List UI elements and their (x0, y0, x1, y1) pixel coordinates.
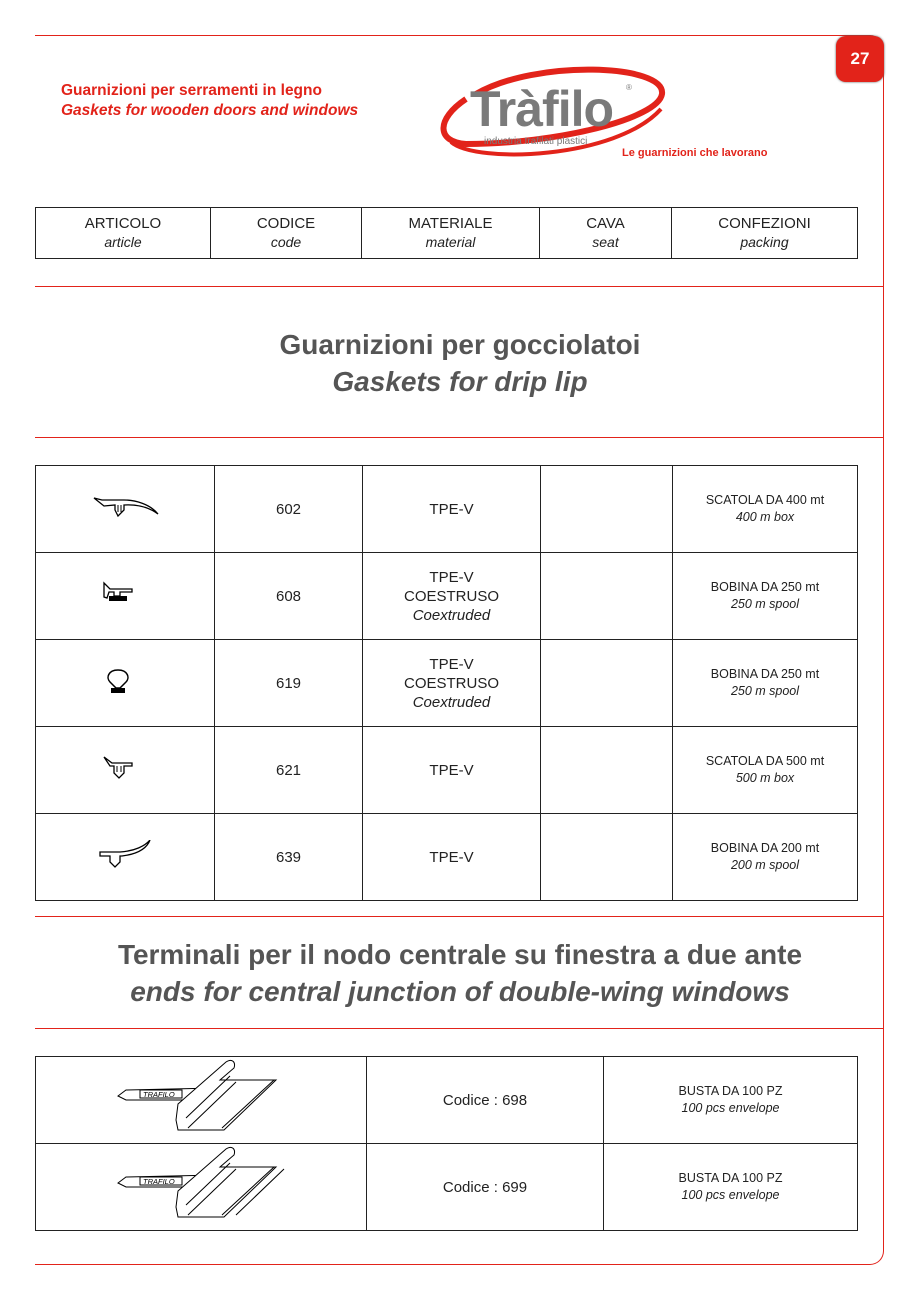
header-title-it: Guarnizioni per serramenti in legno (61, 82, 322, 99)
packing-cell: BOBINA DA 250 mt 250 m spool (673, 640, 858, 727)
packing-cell: BUSTA DA 100 PZ 100 pcs envelope (604, 1144, 858, 1231)
gasket-608-profile-icon (90, 579, 160, 609)
packing-cell: BOBINA DA 250 mt 250 m spool (673, 553, 858, 640)
gasket-602-profile-icon (90, 492, 160, 522)
gasket-619-profile-icon (90, 666, 160, 696)
seat-cell (541, 814, 673, 901)
seat-cell (541, 466, 673, 553)
header-title (61, 81, 358, 121)
logo-brand: Tràfilo (470, 81, 614, 137)
code-cell: 602 (215, 466, 363, 553)
packing-cell: BUSTA DA 100 PZ 100 pcs envelope (604, 1057, 858, 1144)
seat-cell (541, 553, 673, 640)
end-piece-1-drawing-icon (116, 1145, 286, 1225)
header-title-en: Gaskets for wooden doors and windows (61, 102, 359, 119)
drip-lip-table (35, 465, 858, 901)
divider (35, 286, 884, 287)
divider (35, 916, 884, 917)
material-cell: TPE-V (363, 727, 541, 814)
table-row (36, 640, 858, 727)
page-number-badge: 27 (836, 36, 884, 82)
material-cell: TPE-V COESTRUSO Coextruded (363, 553, 541, 640)
article-cell (36, 1057, 367, 1144)
seat-cell (541, 727, 673, 814)
article-cell (36, 553, 215, 640)
article-cell (36, 640, 215, 727)
table-row (36, 1144, 858, 1231)
table-row (36, 553, 858, 640)
code-cell: 608 (215, 553, 363, 640)
table-row (36, 814, 858, 901)
article-cell (36, 1144, 367, 1231)
article-cell (36, 466, 215, 553)
section1-title: Guarnizioni per gocciolatoi Gaskets for drip lip (279, 329, 641, 397)
material-cell: TPE-V (363, 814, 541, 901)
logo-subtitle: industria trafilati plastici (484, 136, 588, 147)
column-header-table (35, 207, 858, 259)
divider (35, 437, 884, 438)
col-seat: CAVA seat (540, 208, 672, 259)
code-cell: Codice : 698 (367, 1057, 604, 1144)
packing-cell: SCATOLA DA 500 mt 500 m box (673, 727, 858, 814)
material-cell: TPE-V COESTRUSO Coextruded (363, 640, 541, 727)
logo-tagline: Le guarnizioni che lavorano (622, 147, 768, 159)
col-article: ARTICOLO article (36, 208, 211, 259)
end-piece-0-drawing-icon (116, 1058, 286, 1138)
packing-cell: BOBINA DA 200 mt 200 m spool (673, 814, 858, 901)
trafilo-logo (436, 64, 796, 169)
code-cell: Codice : 699 (367, 1144, 604, 1231)
table-row (36, 466, 858, 553)
code-cell: 639 (215, 814, 363, 901)
section2-title: Terminali per il nodo centrale su finestra a due ante ends for central junction of double-wing windows (117, 939, 803, 1007)
gasket-621-profile-icon (90, 753, 160, 783)
packing-cell: SCATOLA DA 400 mt 400 m box (673, 466, 858, 553)
svg-text:®: ® (626, 83, 632, 92)
article-cell (36, 814, 215, 901)
col-code: CODICE code (211, 208, 362, 259)
code-cell: 621 (215, 727, 363, 814)
col-material: MATERIALE material (362, 208, 540, 259)
divider (35, 1028, 884, 1029)
gasket-639-profile-icon (90, 840, 160, 870)
ends-table (35, 1056, 858, 1231)
material-cell: TPE-V (363, 466, 541, 553)
code-cell: 619 (215, 640, 363, 727)
svg-text:TRAFILO: TRAFILO (143, 1090, 175, 1099)
seat-cell (541, 640, 673, 727)
col-packing: CONFEZIONI packing (672, 208, 858, 259)
table-row (36, 1057, 858, 1144)
article-cell (36, 727, 215, 814)
table-row (36, 727, 858, 814)
svg-text:TRAFILO: TRAFILO (143, 1177, 175, 1186)
